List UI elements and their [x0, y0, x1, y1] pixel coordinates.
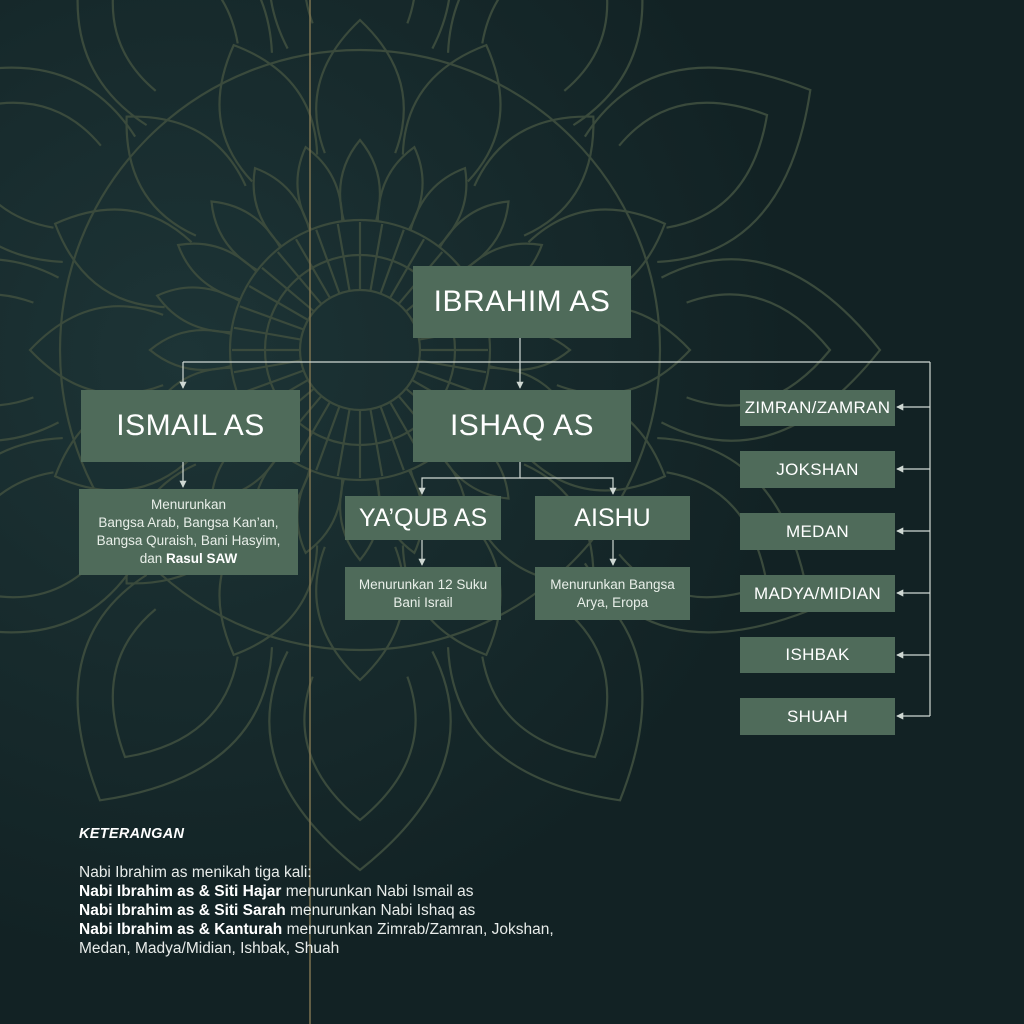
- legend-line-hajar-bold: Nabi Ibrahim as & Siti Hajar: [79, 883, 282, 900]
- node-ishbak: ISHBAK: [740, 637, 895, 673]
- node-shuah: SHUAH: [740, 698, 895, 735]
- node-madya: MADYA/MIDIAN: [740, 575, 895, 612]
- legend-line-kanturah: [79, 920, 599, 958]
- legend-line-sarah-bold: Nabi Ibrahim as & Siti Sarah: [79, 902, 286, 919]
- node-ishaq: ISHAQ AS: [413, 390, 631, 462]
- node-ibrahim: IBRAHIM AS: [413, 266, 631, 338]
- node-aishu-description: [535, 567, 690, 620]
- yaqub-description-text: Menurunkan 12 Suku Bani Israil: [358, 576, 488, 610]
- node-aishu: AISHU: [535, 496, 690, 540]
- legend-line-sarah-text: menurunkan Nabi Ishaq as: [285, 902, 476, 919]
- node-yaqub-description: [345, 567, 501, 620]
- legend-intro: Nabi Ibrahim as menikah tiga kali:: [79, 864, 312, 881]
- aishu-description-text: Menurunkan Bangsa Arya, Eropa: [550, 576, 675, 610]
- node-jokshan: JOKSHAN: [740, 451, 895, 488]
- ismail-description-text: Menurunkan Bangsa Arab, Bangsa Kan’an, Bangsa Quraish, Bani Hasyim, dan: [96, 497, 281, 566]
- legend-line-hajar: [79, 882, 599, 901]
- node-ismail-description: [79, 489, 298, 575]
- legend-title: KETERANGAN: [79, 826, 185, 842]
- legend-line-kanturah-bold: Nabi Ibrahim as & Kanturah: [79, 921, 283, 938]
- legend-line-kanturah-text: menurunkan Zimrab/Zamran, Jokshan, Medan, Madya/Midian, Ishbak, Shuah: [79, 921, 554, 957]
- legend: [79, 826, 599, 958]
- node-ismail: ISMAIL AS: [81, 390, 300, 462]
- legend-line-sarah: [79, 901, 599, 920]
- node-yaqub: YA’QUB AS: [345, 496, 501, 540]
- legend-line-hajar-text: menurunkan Nabi Ismail as: [281, 883, 474, 900]
- node-medan: MEDAN: [740, 513, 895, 550]
- node-zimran: ZIMRAN/ZAMRAN: [740, 390, 895, 426]
- ismail-description-bold: Rasul SAW: [166, 551, 238, 566]
